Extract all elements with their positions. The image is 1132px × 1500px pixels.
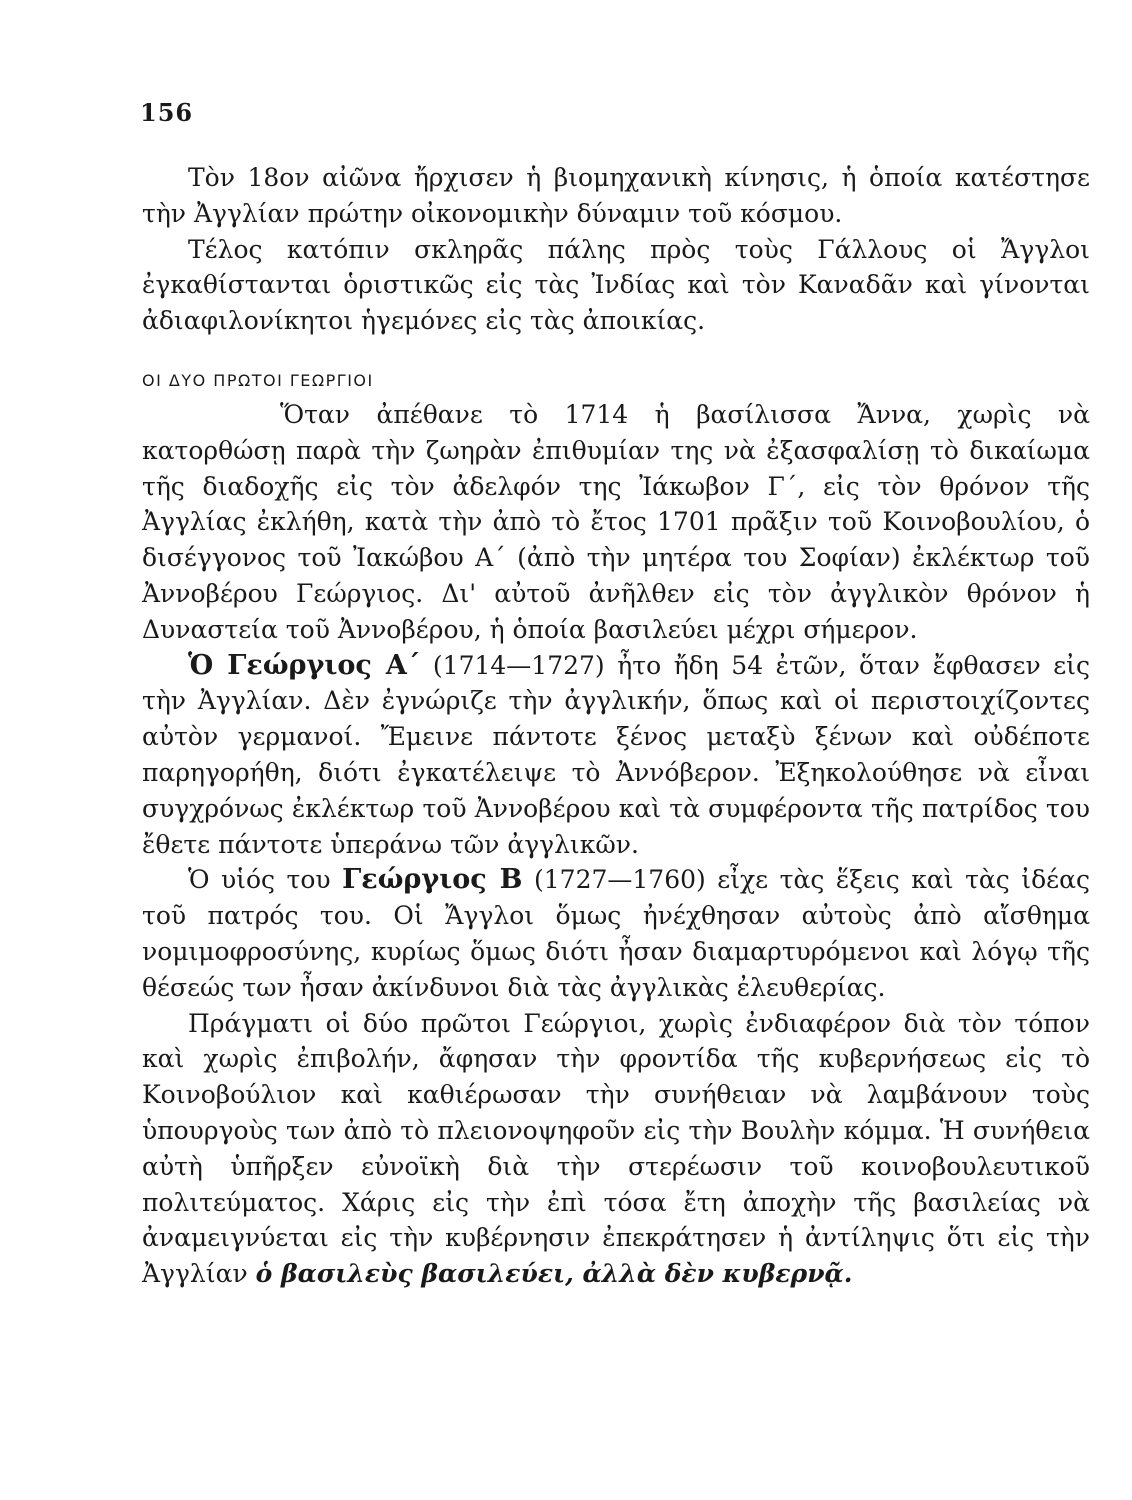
parliament-text: Πράγματι οἱ δύο πρῶτοι Γεώργιοι, χωρὶς ἐνδιαφέρον διὰ τὸν τόπον καὶ χωρὶς ἐπιβολήν, ἄφησαν τὴν φροντίδα τῆς κυβερνήσεως εἰς τὸ Κοινοβούλιον καὶ καθιέρωσαν τὴν συνήθειαν νὰ λαμβάνουν τοὺς ὑπουργοὺς των ἀπὸ τὸ πλειονοψηφοῦν εἰς τὴν Βουλὴν κόμμα. Ἡ συνήθεια αὐτὴ ὑπῆρξεν εὐνοϊκὴ διὰ τὴν στερέωσιν τοῦ κοινοβουλευτικοῦ πολιτεύματος. Χάρις εἰς τὴν ἐπὶ τόσα ἔτη ἀποχὴν τῆς βασιλείας νὰ ἀναμειγνύεται εἰς τὴν κυβέρνησιν ἐπεκράτησεν ἡ ἀντίληψις ὅτι εἰς τὴν Ἀγγλίαν	[142, 1008, 1090, 1289]
section-heading: ΟΙ ΔΥΟ ΠΡΩΤΟΙ ΓΕΩΡΓΙΟΙ	[142, 370, 374, 390]
paragraph-colonies: Τέλος κατόπιν σκληρᾶς πάλης πρὸς τοὺς Γάλλους οἱ Ἄγγλοι ἐγκαθίστανται ὁριστικῶς εἰς τὰς Ἰνδίας καὶ τὸν Καναδᾶν καὶ γίνονται ἀδιαφιλονίκητοι ἡγεμόνες εἰς τὰς ἀποικίας.	[142, 234, 1090, 336]
george-ii-intro: Ὁ υἱός του	[188, 865, 343, 895]
george-i-text: (1714—1727) ἦτο ἤδη 54 ἐτῶν, ὅταν ἔφθασεν εἰς τὴν Ἀγγλίαν. Δὲν ἐγνώριζε τὴν ἀγγλικήν, ὅπως καὶ οἱ περιστοιχίζοντες αὐτὸν γερμανοί. Ἔμεινε πάντοτε ξένος μεταξὺ ξένων καὶ οὐδέποτε παρηγορήθη, διότι ἐγκατέλειψε τὸ Ἀννόβερον. Ἐξηκολούθησε νὰ εἶναι συγχρόνως ἐκλέκτωρ τοῦ Ἀννοβέρου καὶ τὰ συμφέροντα τῆς πατρίδος του ἔθετε πάντοτε ὑπεράνω τῶν ἀγγλικῶν.	[142, 650, 1090, 859]
paragraph-industrial-revolution: Τὸν 18ον αἰῶνα ἤρχισεν ἡ βιομηχανικὴ κίνησις, ἡ ὁποία κατέστησε τὴν Ἀγγλίαν πρώτην οἰκονομικὴν δύναμιν τοῦ κόσμου.	[142, 163, 1090, 228]
george-i-name: Ὁ Γεώργιος Α΄	[188, 649, 421, 681]
george-ii-name: Γεώργιος Β	[342, 864, 523, 896]
george-ii-text: (1727—1760) εἶχε τὰς ἕξεις καὶ τὰς ἰδέας τοῦ πατρός του. Οἱ Ἄγγλοι ὅμως ἠνέχθησαν αὐτοὺς ἀπὸ αἴσθημα νομιμοφροσύνης, κυρίως ὅμως διότι ἦσαν διαμαρτυρόμενοι καὶ λόγῳ τῆς θέσεώς των ἦσαν ἀκίνδυνοι διὰ τὰς ἀγγλικὰς ἐλευθερίας.	[142, 865, 1090, 1002]
paragraph-succession: Ὅταν ἀπέθανε τὸ 1714 ἡ βασίλισσα Ἄννα, χωρὶς νὰ κατορθώσῃ παρὰ τὴν ζωηρὰν ἐπιθυμίαν της νὰ ἐξασφαλίσῃ τὸ δικαίωμα τῆς διαδοχῆς εἰς τὸν ἀδελφόν της Ἰάκωβον Γ΄, εἰς τὸν θρόνον τῆς Ἀγγλίας ἐκλήθη, κατὰ τὴν ἀπὸ τὸ ἔτος 1701 πρᾶξιν τοῦ Κοινοβουλίου, ὁ δισέγγονος τοῦ Ἰακώβου Α΄ (ἀπὸ τὴν μητέρα του Σοφίαν) ἐκλέκτωρ τοῦ Ἀννοβέρου Γεώργιος. Δι' αὐτοῦ ἀνῆλθεν εἰς τὸν ἀγγλικὸν θρόνον ἡ Δυναστεία τοῦ Ἀννοβέρου, ἡ ὁποία βασιλεύει μέχρι σήμερον.	[142, 399, 1090, 644]
paragraph-george-i	[142, 648, 1090, 863]
paragraph-george-ii	[142, 862, 1090, 1005]
paragraph-parliament	[142, 1006, 1090, 1292]
parliament-motto: ὁ βασιλεὺς βασιλεύει, ἀλλὰ δὲν κυβερνᾷ.	[255, 1259, 853, 1289]
body-text	[142, 160, 1090, 1292]
page-number: 156	[140, 98, 194, 127]
